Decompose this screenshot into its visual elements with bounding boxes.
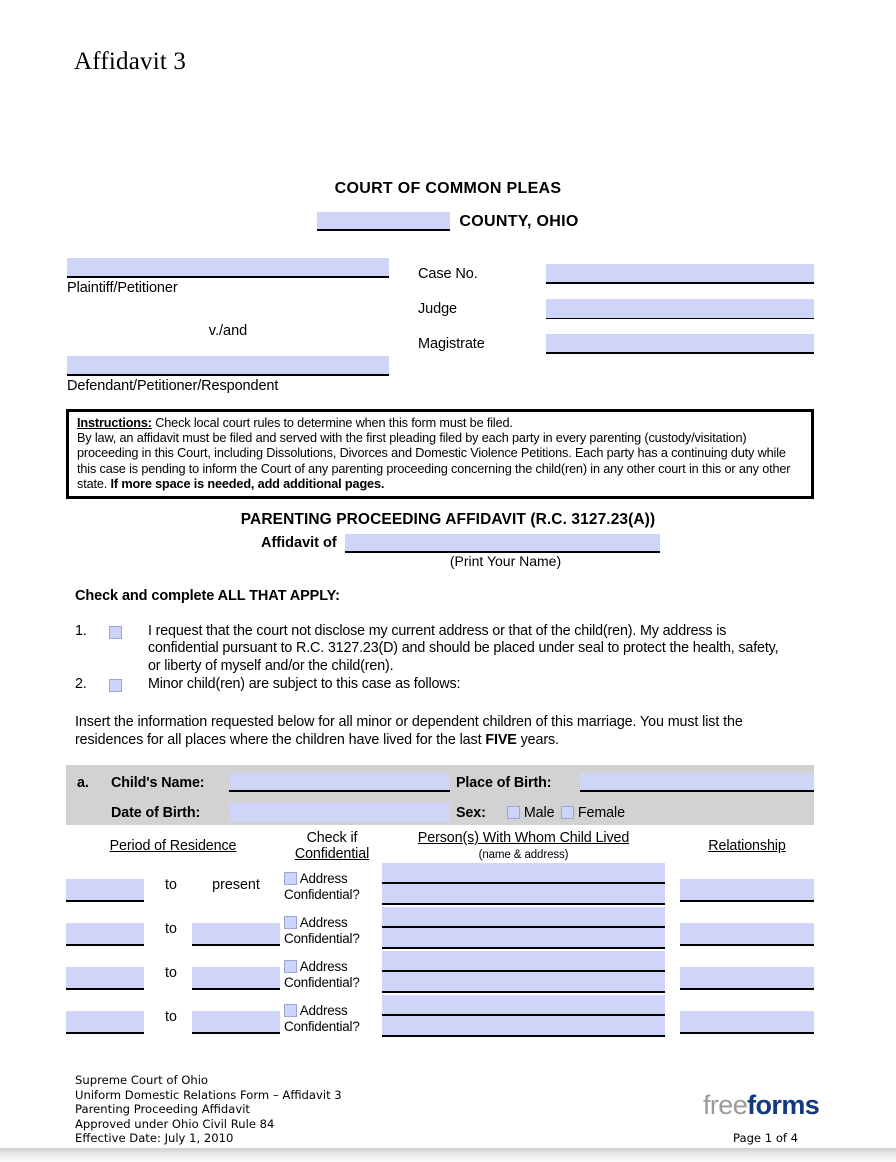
checklist-title: Check and complete ALL THAT APPLY: [75, 588, 340, 604]
residence-to-label: to [165, 877, 177, 893]
relationship-input[interactable] [680, 967, 814, 990]
residence-until-input[interactable] [192, 923, 280, 946]
plaintiff-input[interactable] [67, 258, 389, 278]
instructions-line-1-text: Check local court rules to determine when this form must be filed. [151, 416, 513, 430]
residence-from-input[interactable] [66, 1011, 144, 1034]
persons-lived-with-input[interactable] [382, 995, 665, 1037]
sex-male-label: Male [523, 805, 555, 821]
county-row [0, 212, 896, 231]
checkbox-icon [284, 916, 297, 929]
table-row [0, 910, 896, 954]
date-of-birth-input[interactable] [229, 803, 450, 822]
date-of-birth-label: Date of Birth: [111, 805, 201, 821]
child-name-row [66, 773, 814, 793]
residence-until-input[interactable] [192, 967, 280, 990]
persons-lived-with-input[interactable] [382, 951, 665, 993]
residence-to-label: to [165, 965, 177, 981]
persons-lived-with-input[interactable] [382, 907, 665, 949]
persons-line-2[interactable] [382, 972, 665, 993]
checklist-item-1 [75, 623, 789, 675]
county-input[interactable] [317, 212, 450, 231]
insert-instruction-bold: FIVE [485, 732, 517, 748]
persons-line-1[interactable] [382, 863, 665, 884]
page-title: Affidavit 3 [74, 48, 187, 75]
county-label: COUNTY, OHIO [459, 213, 579, 230]
address-confidential-option[interactable] [284, 1003, 380, 1035]
logo-free-text: free [703, 1090, 748, 1120]
magistrate-label: Magistrate [418, 336, 485, 352]
header-persons-with-whom-child-lived: Person(s) With Whom Child Lived (name & address) [417, 830, 630, 861]
page-edge-shadow [0, 1148, 896, 1162]
table-row [0, 998, 896, 1042]
plaintiff-label: Plaintiff/Petitioner [67, 280, 178, 296]
place-of-birth-input[interactable] [580, 773, 814, 792]
residence-from-input[interactable] [66, 967, 144, 990]
court-heading: COURT OF COMMON PLEAS [334, 180, 562, 197]
child-name-input[interactable] [229, 773, 450, 792]
persons-line-1[interactable] [382, 907, 665, 928]
instructions-body-text: By law, an affidavit must be filed and served with the first pleading filed by each party in every parenting (custody/visitation) proceeding in this Court, including Dissolutions, Divorces and Domestic Violence Petitions. Each party has a continuing duty while this case is pending to inform the Court of any parenting proceeding concerning the child(ren) in any other court in this or any other state. [77, 431, 791, 491]
header-period-of-residence: Period of Residence [109, 838, 237, 854]
logo-forms-text: forms [747, 1090, 820, 1120]
checkbox-icon [561, 806, 574, 819]
defendant-label: Defendant/Petitioner/Respondent [67, 378, 279, 394]
judge-input[interactable] [546, 299, 814, 319]
magistrate-row [418, 328, 818, 354]
address-confidential-line1: Address [299, 871, 348, 886]
sex-female-label: Female [577, 805, 625, 821]
persons-line-1[interactable] [382, 995, 665, 1016]
case-no-label: Case No. [418, 266, 478, 282]
checklist-item-1-text: I request that the court not disclose my current address or that of the child(ren). My address is confidential pursuant to R.C. 3127.23(D) and should be placed under seal to protect the health, safety, or liberty of myself and/or the child(ren). [148, 623, 779, 674]
page-number: Page 1 of 4 [733, 1131, 799, 1145]
residence-to-label: to [165, 921, 177, 937]
address-confidential-line2: Confidential? [284, 931, 360, 946]
checklist-item-2-number: 2. [75, 676, 87, 692]
persons-line-2[interactable] [382, 884, 665, 905]
affidavit-of-input[interactable] [345, 534, 660, 553]
affidavit-title: PARENTING PROCEEDING AFFIDAVIT (R.C. 3127.23(A)) [240, 511, 656, 528]
residence-to-label: to [165, 1009, 177, 1025]
residence-present-label: present [212, 877, 260, 893]
case-no-input[interactable] [546, 264, 814, 284]
residence-from-input[interactable] [66, 879, 144, 902]
footer-line-1: Supreme Court of Ohio [75, 1073, 209, 1087]
checkbox-item-2[interactable] [109, 678, 122, 695]
footer-line-3: Parenting Proceeding Affidavit [75, 1102, 250, 1117]
insert-instruction [75, 713, 789, 749]
checkbox-icon [507, 806, 520, 819]
plaintiff-block [67, 258, 389, 297]
address-confidential-line1: Address [299, 1003, 348, 1018]
sex-label: Sex: [456, 805, 486, 821]
footer-line-5: Effective Date: July 1, 2010 [75, 1131, 234, 1146]
address-confidential-line1: Address [299, 959, 348, 974]
caption-right-column [418, 258, 818, 363]
instructions-box [66, 409, 814, 499]
address-confidential-option[interactable] [284, 915, 380, 947]
judge-row [418, 293, 818, 319]
place-of-birth-label: Place of Birth: [456, 775, 552, 791]
header-check-if-confidential: Check if Confidential [294, 830, 370, 862]
insert-instruction-before: Insert the information requested below for all minor or dependent children of this marriage. You must list the residences for all places where the children have lived for the last [75, 714, 743, 748]
persons-line-2[interactable] [382, 1016, 665, 1037]
residence-until-input[interactable] [192, 1011, 280, 1034]
checklist-item-2 [75, 676, 789, 693]
checklist-item-2-text: Minor child(ren) are subject to this case as follows: [148, 676, 461, 692]
persons-lived-with-input[interactable] [382, 863, 665, 905]
relationship-input[interactable] [680, 923, 814, 946]
persons-line-2[interactable] [382, 928, 665, 949]
address-confidential-line1: Address [299, 915, 348, 930]
judge-label: Judge [418, 301, 458, 317]
checklist-item-1-number: 1. [75, 623, 87, 639]
affidavit-of-label: Affidavit of [261, 535, 337, 551]
sex-male-option[interactable] [507, 803, 554, 823]
checkbox-icon [284, 960, 297, 973]
case-no-row [418, 258, 818, 284]
versus-label: v./and [208, 323, 248, 339]
defendant-block [67, 356, 389, 395]
magistrate-input[interactable] [546, 334, 814, 354]
address-confidential-line2: Confidential? [284, 1019, 360, 1034]
checkbox-icon [109, 679, 122, 692]
child-name-label: Child's Name: [111, 775, 205, 791]
checkbox-icon [284, 1004, 297, 1017]
instructions-line-1 [77, 416, 805, 431]
instructions-body-bold: If more space is needed, add additional pages. [110, 476, 385, 491]
address-confidential-option[interactable] [284, 871, 380, 903]
address-confidential-line2: Confidential? [284, 887, 360, 902]
insert-instruction-after: years. [516, 732, 559, 748]
freeforms-logo [703, 1090, 819, 1121]
table-row [0, 866, 896, 910]
checkbox-icon [109, 626, 122, 639]
address-confidential-line2: Confidential? [284, 975, 360, 990]
footer-line-2: Uniform Domestic Relations Form – Affidavit 3 [75, 1087, 342, 1102]
case-caption [0, 258, 896, 403]
checkbox-icon [284, 872, 297, 885]
table-row [0, 954, 896, 998]
sex-female-option[interactable] [561, 803, 625, 823]
defendant-input[interactable] [67, 356, 389, 376]
child-info-band [66, 765, 814, 825]
print-name-note: (Print Your Name) [449, 553, 562, 569]
date-of-birth-row [66, 803, 814, 823]
child-item-letter: a. [77, 775, 89, 791]
persons-line-1[interactable] [382, 951, 665, 972]
relationship-input[interactable] [680, 1011, 814, 1034]
header-relationship: Relationship [708, 838, 786, 854]
checkbox-item-1[interactable] [109, 625, 122, 642]
relationship-input[interactable] [680, 879, 814, 902]
instructions-body [77, 431, 805, 492]
residence-from-input[interactable] [66, 923, 144, 946]
footer-line-4: Approved under Ohio Civil Rule 84 [75, 1116, 275, 1131]
address-confidential-option[interactable] [284, 959, 380, 991]
instructions-heading: Instructions: [77, 416, 152, 430]
affidavit-of-row [261, 533, 660, 553]
footer-metadata [75, 1073, 342, 1146]
